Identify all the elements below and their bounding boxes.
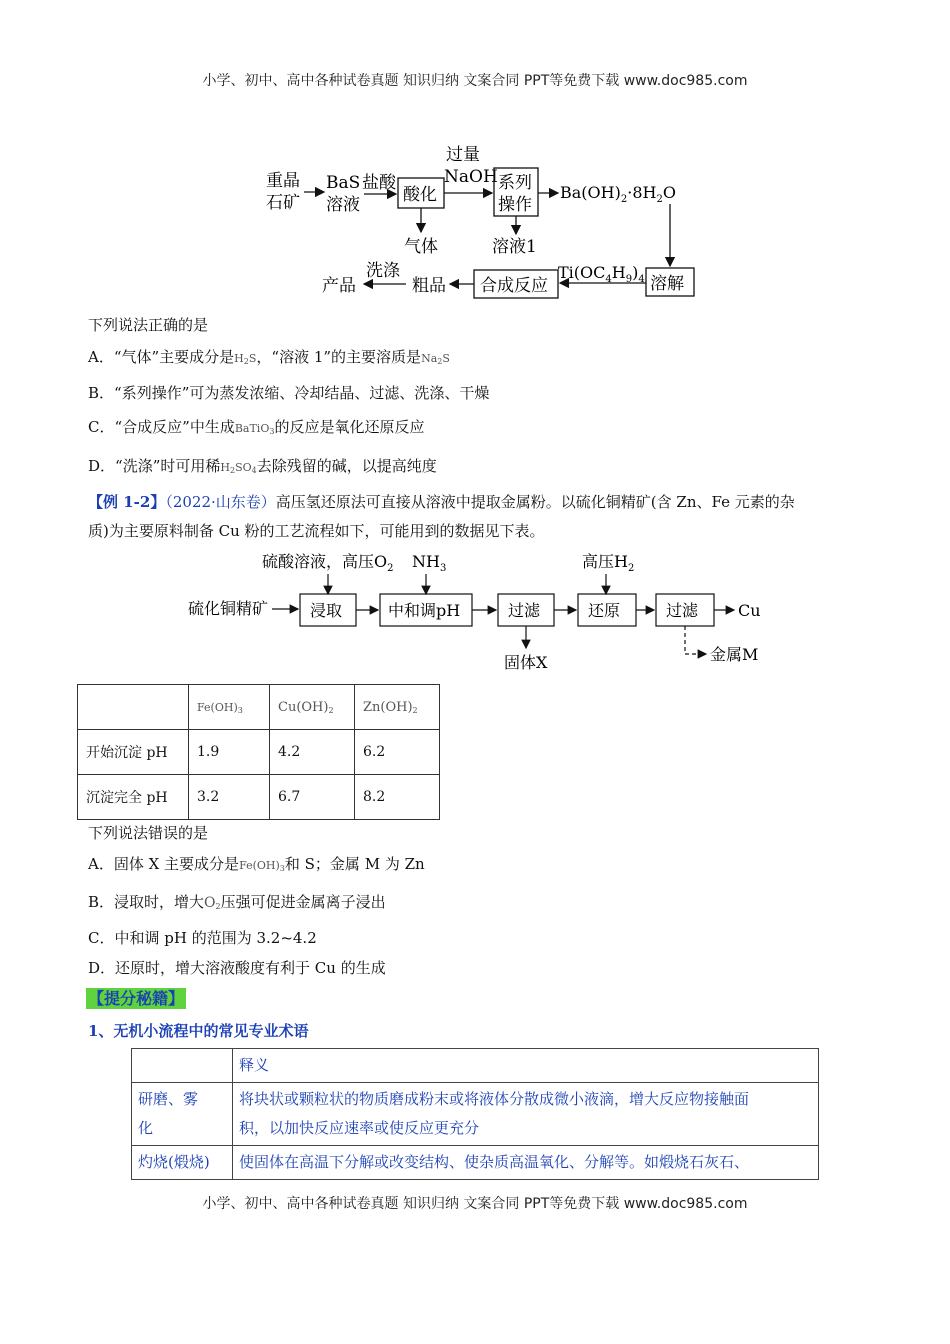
feed-label: 硫化铜精矿: [188, 599, 269, 618]
na2s-formula: $Na_2S$: [421, 352, 450, 366]
table-cell: 6.7: [270, 775, 355, 820]
table-cell: 4.2: [270, 730, 355, 775]
terms-corner: [132, 1049, 233, 1083]
reagent-nh3: $NH_3$: [412, 552, 447, 574]
hcl-label: 盐酸: [362, 173, 396, 193]
table-corner: [78, 685, 189, 730]
excess-label: 过量: [446, 145, 480, 165]
terms-header-cell: 释义: [233, 1049, 819, 1083]
batio3-formula: BaTiO$_3$: [234, 422, 275, 436]
q1-option-d: D．“洗涤”时可用稀$H_2SO_4$去除残留的碱，以提高纯度: [88, 457, 437, 475]
reagent-h2: 高压$H_2$: [582, 552, 635, 574]
product-label: 产品: [322, 276, 356, 296]
reduce-label: 还原: [588, 601, 621, 620]
bas-label-2: 溶液: [326, 195, 360, 215]
table-cell: 6.2: [355, 730, 440, 775]
definition-cell: 将块状或颗粒状的物质磨成粉末或将液体分散成微小液滴，增大反应物接触面 积，以加快反应速率或使反应更充分: [233, 1083, 819, 1146]
table-row: [78, 730, 440, 775]
example-2-line-1: 【例 1-2】（2022·山东卷）高压氢还原法可直接从溶液中提取金属粉。以硫化铜精矿(含 Zn、Fe 元素的杂: [88, 493, 795, 511]
neutralize-label: 中和调pH: [388, 601, 461, 620]
table-header-cell: $Zn(OH)_2$: [355, 685, 440, 730]
table-row: [78, 775, 440, 820]
q1-option-b: B．“系列操作”可为蒸发浓缩、冷却结晶、过滤、洗涤、干燥: [88, 384, 490, 402]
page-footer: 小学、初中、高中各种试卷真题 知识归纳 文案合同 PPT等免费下载 www.doc985.com: [202, 1196, 748, 1212]
ph-table: [77, 684, 440, 820]
table-row: [132, 1146, 819, 1180]
tips-title: 【提分秘籍】: [88, 989, 185, 1008]
acidify-label: 酸化: [403, 185, 437, 205]
q2-option-d: D．还原时，增大溶液酸度有利于 Cu 的生成: [88, 959, 386, 977]
row-label: 沉淀完全 pH: [78, 775, 189, 820]
series-ops-label-2: 操作: [498, 195, 532, 215]
wash-label: 洗涤: [366, 261, 400, 281]
feoh3-formula: $Fe(OH)_3$: [239, 859, 285, 873]
term-cell: 灼烧(煅烧): [132, 1146, 233, 1180]
gas-label: 气体: [404, 237, 438, 257]
bas-label: BaS: [326, 173, 361, 193]
definition-cell: 使固体在高温下分解或改变结构、使杂质高温氧化、分解等。如煅烧石灰石、: [233, 1146, 819, 1180]
q2-option-a: A．固体 X 主要成分是$Fe(OH)_3$和 S；金属 M 为 Zn: [88, 855, 425, 873]
q1-option-a: A．“气体”主要成分是$H_2S$，“溶液 1”的主要溶质是$Na_2S$: [88, 348, 450, 366]
solid-x-label: 固体X: [504, 653, 548, 672]
example-2-line-2: 质)为主要原料制备 Cu 粉的工艺流程如下，可能用到的数据见下表。: [88, 522, 545, 540]
h2s-formula: $H_2S$: [234, 352, 257, 366]
q2-option-c: C．中和调 pH 的范围为 3.2~4.2: [88, 929, 317, 947]
q2-option-b: B．浸取时，增大$O_2$压强可促进金属离子浸出: [88, 893, 386, 911]
filter-2-label: 过滤: [666, 601, 699, 620]
terms-header-row: [132, 1049, 819, 1083]
metal-m-label: 金属M: [710, 645, 759, 664]
cu-label: Cu: [738, 601, 761, 620]
ore-label-2: 石矿: [266, 193, 300, 213]
q1-stem: 下列说法正确的是: [88, 316, 209, 334]
dissolve-label: 溶解: [650, 274, 684, 294]
reagent-acid-o2: 硫酸溶液，高压$O_2$: [262, 552, 394, 574]
table-header-cell: $Cu(OH)_2$: [270, 685, 355, 730]
row-label: 开始沉淀 pH: [78, 730, 189, 775]
table-cell: 3.2: [189, 775, 270, 820]
q2-stem: 下列说法错误的是: [88, 824, 209, 842]
h2so4-formula: $H_2SO_4$: [220, 461, 257, 475]
baoh-formula: $Ba(OH)_2\cdot 8H_2O$: [560, 183, 676, 205]
term-cell: 研磨、雾 化: [132, 1083, 233, 1146]
synthesis-label: 合成反应: [480, 276, 548, 296]
table-cell: 8.2: [355, 775, 440, 820]
series-ops-label: 系列: [498, 173, 532, 193]
ore-label: 重晶: [266, 171, 300, 191]
flowchart-1: [260, 140, 720, 300]
leach-label: 浸取: [310, 601, 343, 620]
filter-1-label: 过滤: [508, 601, 541, 620]
q1-option-c: C．“合成反应”中生成BaTiO$_3$的反应是氧化还原反应: [88, 418, 425, 436]
table-header-row: [78, 685, 440, 730]
table-row: [132, 1083, 819, 1146]
solution1-label: 溶液1: [492, 237, 537, 257]
ti-formula: $Ti(OC_4H_9)_4$: [558, 263, 645, 285]
tips-heading: 1、无机小流程中的常见专业术语: [88, 1022, 309, 1040]
o2-formula: $O_2$: [204, 895, 221, 911]
table-header-cell: $Fe(OH)_3$: [189, 685, 270, 730]
naoh-label: NaOH: [444, 167, 498, 187]
flowchart-2: [186, 546, 786, 676]
page-header: 小学、初中、高中各种试卷真题 知识归纳 文案合同 PPT等免费下载 www.doc985.com: [202, 73, 748, 89]
crude-label: 粗品: [412, 276, 446, 296]
terms-table: [131, 1048, 819, 1180]
table-cell: 1.9: [189, 730, 270, 775]
